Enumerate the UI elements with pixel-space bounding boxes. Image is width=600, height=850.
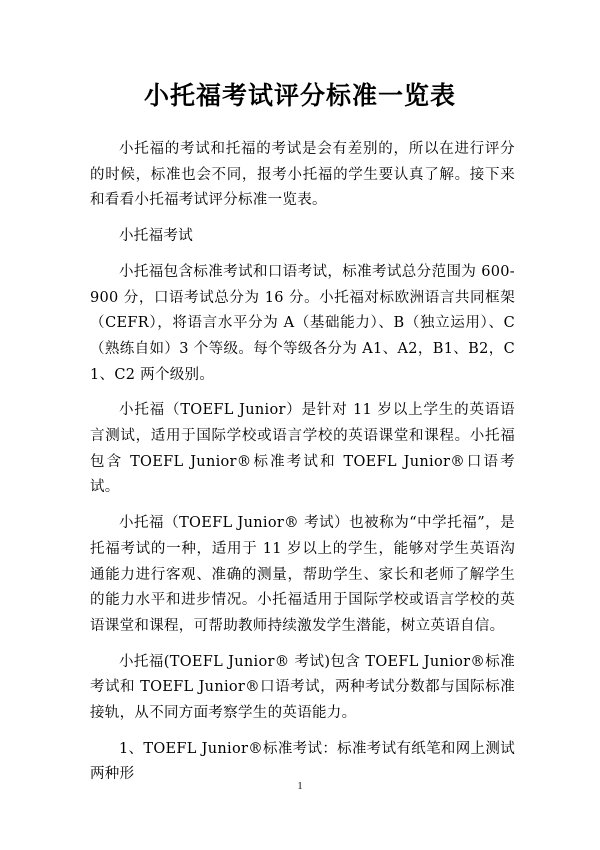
intro-paragraph: 小托福的考试和托福的考试是会有差别的，所以在进行评分的时候，标准也会不同，报考小托福的学生要认真了解。接下来和看看小托福考试评分标准一览表。 bbox=[90, 141, 515, 209]
body-paragraph: 小托福(TOEFL Junior® 考试)包含 TOEFL Junior®标准考试和 TOEFL Junior®口语考试，两种考试分数都与国际标准接轨，从不同方面考察学生的英语能力。 bbox=[90, 653, 515, 722]
document-title: 小托福考试评分标准一览表 bbox=[143, 81, 456, 110]
body-paragraph: 小托福包含标准考试和口语考试，标准考试总分范围为 600-900 分，口语考试总分为 16 分。小托福对标欧洲语言共同框架（CEFR），将语言水平分为 A（基础能力）、B（独立运用）、C（熟练自如）3 个等级。每个等级各分为 A1、A2，B1、B2，C1、C2 两个级别。 bbox=[90, 263, 515, 383]
body-paragraph: 小托福（TOEFL Junior® 考试）也被称为“中学托福”，是托福考试的一种，适用于 11 岁以上的学生，能够对学生英语沟通能力进行客观、准确的测量，帮助学生、家长和老师了解学生的能力水平和进步情况。小托福适用于国际学校或语言学校的英语课堂和课程，可帮助教师持续激发学生潜能，树立英语自信。 bbox=[90, 515, 515, 634]
body-paragraph: 1、TOEFL Junior®标准考试：标准考试有纸笔和网上测试两种形 bbox=[90, 740, 515, 783]
document-body bbox=[90, 137, 515, 798]
body-paragraph: 小托福（TOEFL Junior）是针对 11 岁以上学生的英语语言测试，适用于国际学校或语言学校的英语课堂和课程。小托福包含 TOEFL Junior®标准考试和 TOEFL Junior®口语考试。 bbox=[90, 402, 515, 496]
page-number: 1 bbox=[297, 781, 303, 792]
section-heading: 小托福考试 bbox=[119, 228, 193, 245]
